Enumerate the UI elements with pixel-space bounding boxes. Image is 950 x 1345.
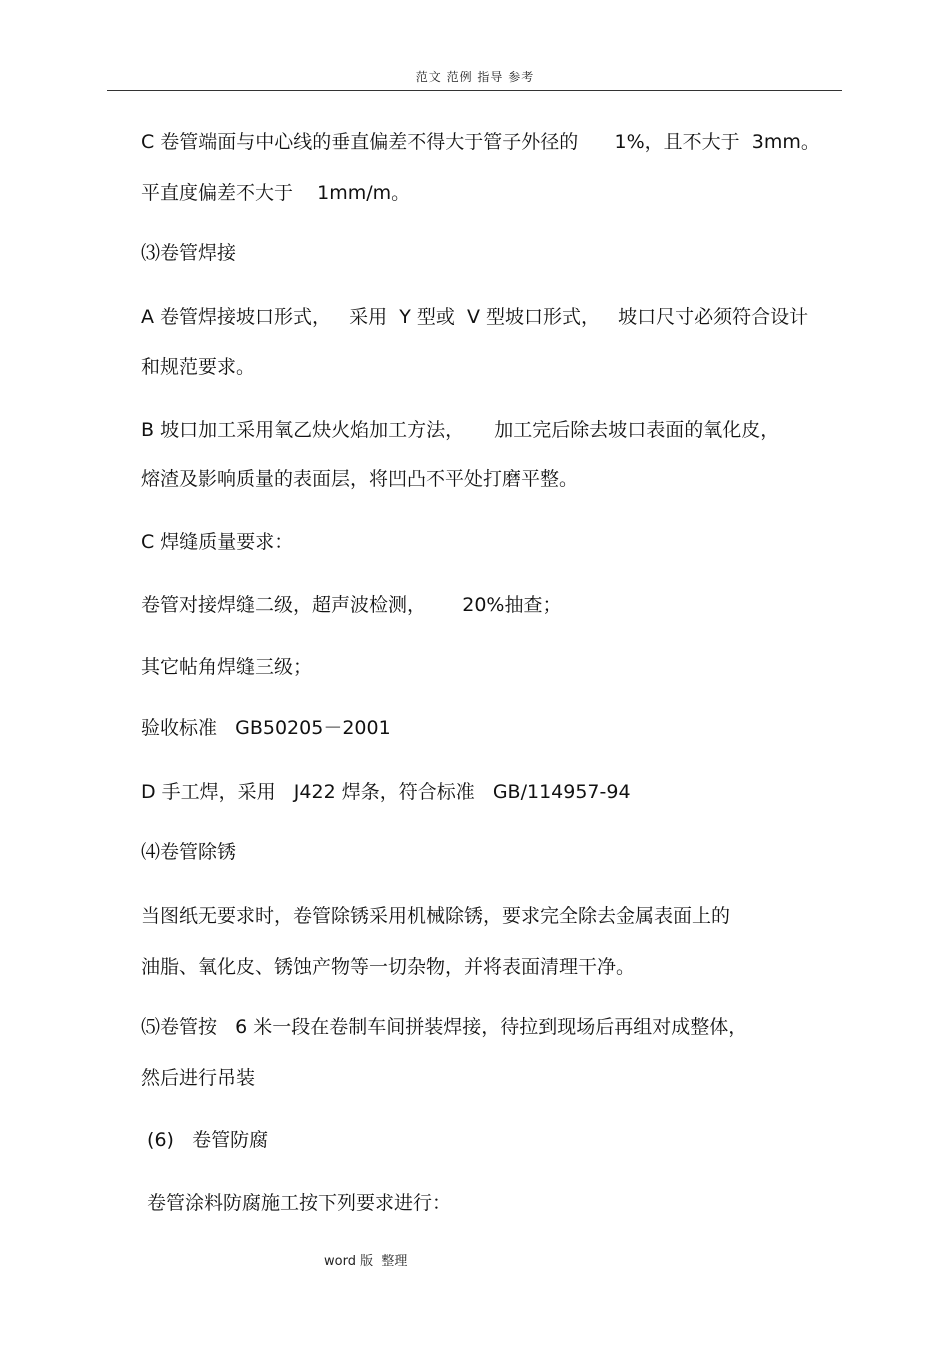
text-line: 卷管对接焊缝二级，超声波检测， 20%抽查； <box>141 594 562 616</box>
text-line: C 焊缝质量要求： <box>141 531 294 553</box>
text-line: 验收标准 GB50205－2001 <box>141 717 391 739</box>
header-divider <box>107 90 842 91</box>
text-line: C 卷管端面与中心线的垂直偏差不得大于管子外径的 1%，且不大于 3mm。 <box>141 131 820 153</box>
text-line: 当图纸无要求时，卷管除锈采用机械除锈，要求完全除去金属表面上的 <box>141 905 731 927</box>
section-heading: ⑶卷管焊接 <box>141 242 237 264</box>
text-line: 然后进行吊装 <box>141 1067 256 1089</box>
text-line: ⑸卷管按 6 米一段在卷制车间拼装焊接，待拉到现场后再组对成整体， <box>141 1016 748 1038</box>
section-heading: (6) 卷管防腐 <box>141 1129 269 1151</box>
text-line: 平直度偏差不大于 1mm/m。 <box>141 182 411 204</box>
section-heading: ⑷卷管除锈 <box>141 841 237 863</box>
text-line: 油脂、氧化皮、锈蚀产物等一切杂物，并将表面清理干净。 <box>141 956 636 978</box>
page-footer: word 版 整理 <box>324 1254 408 1269</box>
text-line: 其它帖角焊缝三级； <box>141 656 313 678</box>
text-line: A 卷管焊接坡口形式， 采用 Y 型或 V 型坡口形式， 坡口尺寸必须符合设计 <box>141 306 809 328</box>
page-header: 范文 范例 指导 参考 <box>415 70 535 84</box>
text-line: D 手工焊，采用 J422 焊条，符合标准 GB/114957-94 <box>141 781 631 803</box>
text-line: 卷管涂料防腐施工按下列要求进行： <box>141 1192 452 1214</box>
text-line: 熔渣及影响质量的表面层，将凹凸不平处打磨平整。 <box>141 468 579 490</box>
text-line: B 坡口加工采用氧乙炔火焰加工方法， 加工完后除去坡口表面的氧化皮， <box>141 419 780 441</box>
text-line: 和规范要求。 <box>141 356 256 378</box>
